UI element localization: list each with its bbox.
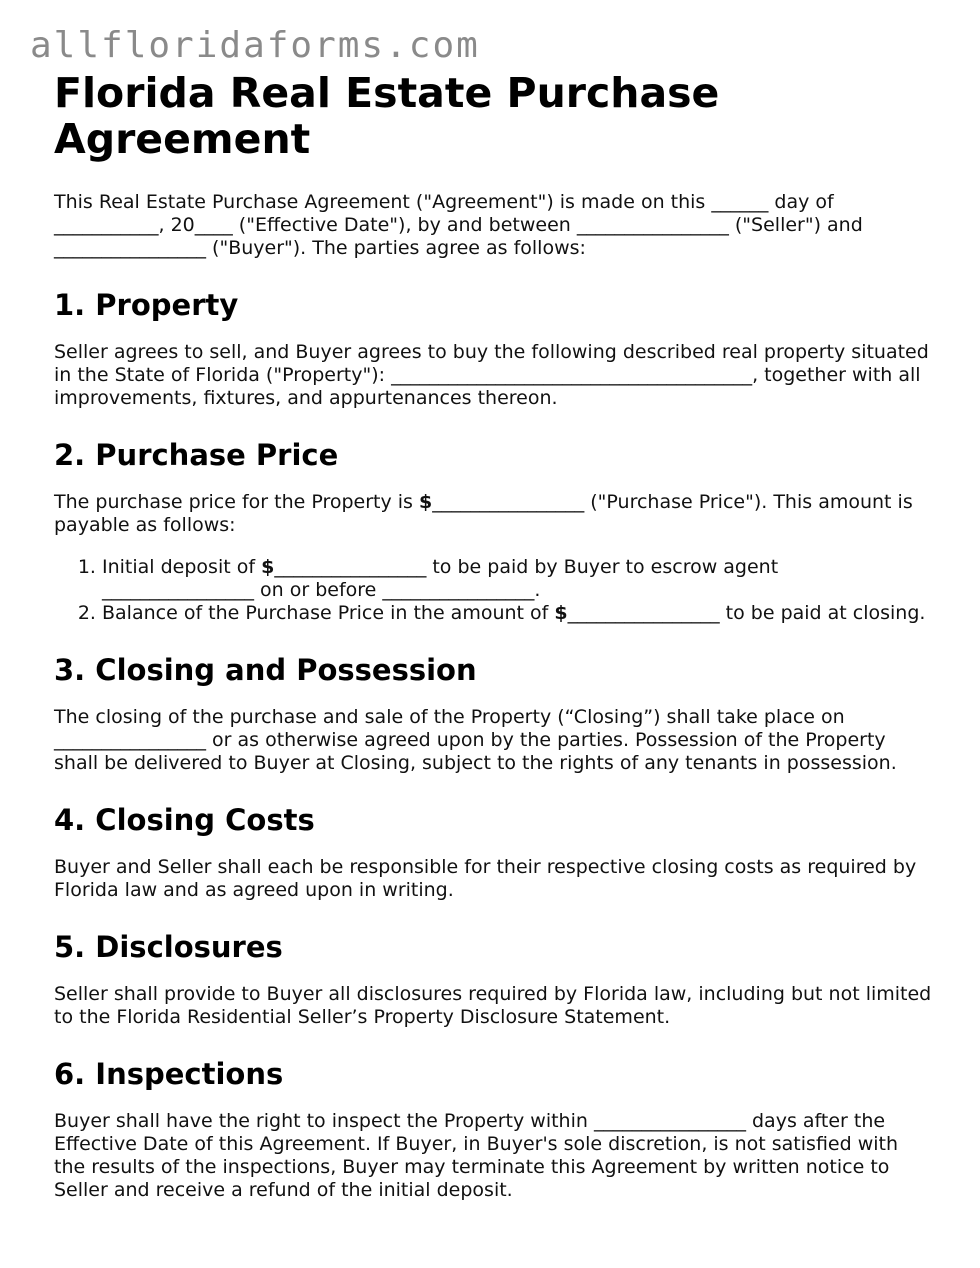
payment-list [54, 556, 934, 625]
text: ________________ ("Purchase Price"). This amount is payable as follows: [54, 491, 913, 536]
document-title: Florida Real Estate Purchase Agreement [54, 69, 720, 163]
section-heading: 5. Disclosures [54, 930, 283, 964]
section-closing [54, 653, 934, 775]
text: The purchase price for the Property is [54, 491, 419, 513]
dollar-sign: $ [261, 556, 275, 578]
section-heading: 3. Closing and Possession [54, 653, 477, 687]
dollar-sign: $ [419, 491, 433, 513]
text: ________________ to be paid by Buyer to escrow agent ________________ on or before ________________. [102, 556, 779, 601]
section-heading: 1. Property [54, 288, 239, 322]
section-heading: 4. Closing Costs [54, 803, 315, 837]
watermark: allfloridaforms.com [30, 25, 480, 66]
text: Balance of the Purchase Price in the amount of [102, 602, 555, 624]
section-property [54, 288, 934, 410]
dollar-sign: $ [554, 602, 568, 624]
section-body: Buyer and Seller shall each be responsible for their respective closing costs as required by Florida law and as agreed upon in writing. [54, 856, 917, 901]
section-body: Buyer shall have the right to inspect the Property within ________________ days after the Effective Date of this Agreement. If Buyer, in Buyer's sole discretion, is not satisfied with the results of the inspections, Buyer may terminate this Agreement by written notice to Seller and receive a refund of the initial deposit. [54, 1110, 899, 1201]
section-body [54, 491, 934, 537]
section-heading: 2. Purchase Price [54, 438, 339, 472]
text: ________________ to be paid at closing. [567, 602, 926, 624]
section-purchase-price [54, 438, 934, 625]
section-body: Seller agrees to sell, and Buyer agrees to buy the following described real property situated in the State of Florida ("Property"): ______________________________________, together with all improvements, fixtures, and appurtenances thereon. [54, 341, 929, 409]
section-body: Seller shall provide to Buyer all disclosures required by Florida law, including but not limited to the Florida Residential Seller’s Property Disclosure Statement. [54, 983, 932, 1028]
list-item [102, 602, 934, 625]
section-heading: 6. Inspections [54, 1057, 284, 1091]
text: Initial deposit of [102, 556, 262, 578]
section-disclosures [54, 930, 934, 1029]
section-closing-costs [54, 803, 934, 902]
list-item [102, 556, 934, 602]
section-inspections [54, 1057, 934, 1202]
intro-paragraph: This Real Estate Purchase Agreement ("Agreement") is made on this ______ day of ___________, 20____ ("Effective Date"), by and between ________________ ("Seller") and ________________ ("Buyer"). The parties agree as follows: [54, 191, 863, 259]
document [54, 70, 934, 1202]
section-body: The closing of the purchase and sale of the Property (“Closing”) shall take place on ________________ or as otherwise agreed upon by the parties. Possession of the Property shall be delivered to Buyer at Closing, subject to the rights of any tenants in possession. [54, 706, 897, 774]
